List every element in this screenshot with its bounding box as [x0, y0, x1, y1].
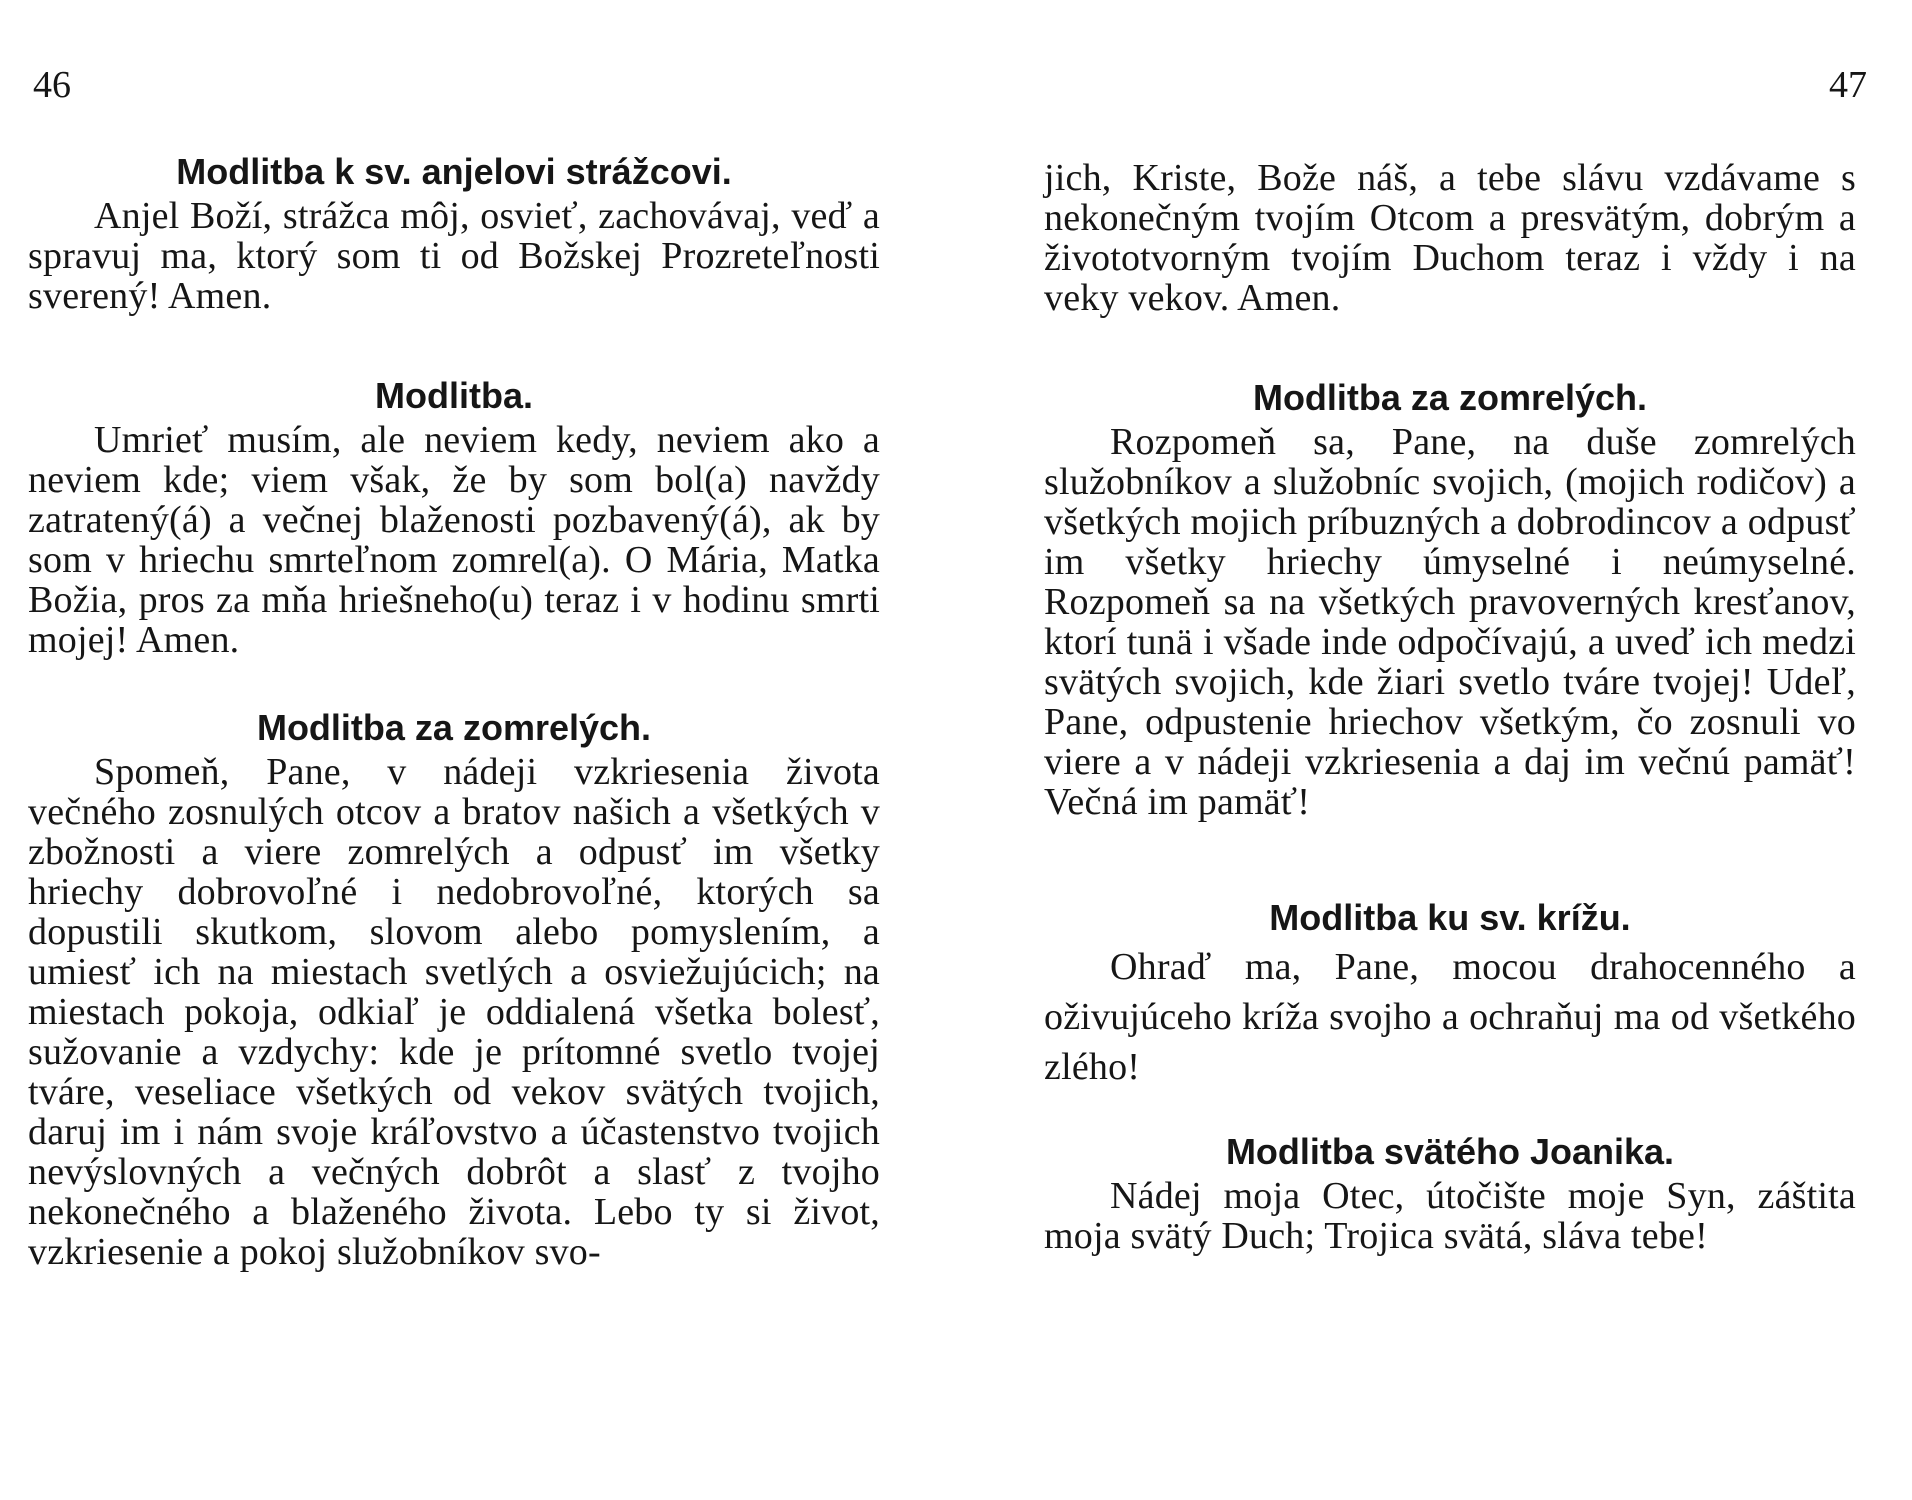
prayer-heading: Modlitba. [375, 375, 533, 416]
guardian-angel-prayer-heading: Modlitba k sv. anjelovi strážcovi. [176, 151, 732, 192]
saint-joanikios-prayer-text: Nádej moja Otec, útočište moje Syn, záštita moja svätý Duch; Trojica svätá, sláva tebe! [1044, 1175, 1856, 1257]
spacer [28, 316, 880, 372]
left-page-column [28, 148, 880, 1272]
page-number-right: 47 [1829, 64, 1867, 106]
holy-cross-prayer-heading: Modlitba ku sv. krížu. [1269, 897, 1631, 938]
saint-joanikios-prayer-heading: Modlitba svätého Joanika. [1225, 1131, 1675, 1172]
prayer-for-deceased-2-text: Rozpomeň sa, Pane, na duše zomrelých služobníkov a služobníc svojich, (mojich rodičov) a všetkých mojich príbuzných a dobrodincov a odpusť im všetky hriechy úmyselné i neúmyselné. Rozpomeň sa na všetkých pravoverných kresťanov, ktorí tunä i všade inde odpočívajú, a uveď ich medzi svätých svojich, kde žiari svetlo tváre tvojej! Udeľ, Pane, odpustenie hriechov všetkým, čo zosnuli vo viere a v nádeji vzkriesenia a daj im večnú pamäť! Večná im pamäť! [1044, 421, 1856, 823]
page-number-left: 46 [33, 64, 71, 106]
spacer [1044, 318, 1856, 374]
spacer [28, 660, 880, 704]
spacer [1044, 822, 1856, 894]
guardian-angel-prayer-text: Anjel Boží, strážca môj, osvieť, zachovávaj, veď a spravuj ma, ktorý som ti od Božskej Prozreteľnosti sverený! Amen. [28, 195, 880, 317]
spacer [1044, 1092, 1856, 1128]
prayer-for-deceased-text: Spomeň, Pane, v nádeji vzkriesenia života večného zosnulých otcov a bratov našich a všetkých v zbožnosti a viere zomrelých a odpusť im všetky hriechy dobrovoľné i nedobrovoľné, ktorých sa dopustili skutkom, slovom alebo pomyslením, a umiesť ich na miestach svetlých a osviežujúcich; na miestach pokoja, odkiaľ je oddialená všetka bolesť, sužovanie a vzdychy: kde je prítomné svetlo tvojej tváre, veseliace všetkých od vekov svätých tvojich, daruj im i nám svoje kráľovstvo a účastenstvo tvojich nevýslovných a večných dobrôt a slasť z tvojho nekonečného a blaženého života. Lebo ty si život, vzkriesenie a pokoj služobníkov svo- [28, 751, 880, 1273]
holy-cross-prayer-text: Ohraď ma, Pane, mocou drahocenného a oživujúceho kríža svojho a ochraňuj ma od všetkého zlého! [1044, 946, 1856, 1088]
prayer-for-deceased-heading: Modlitba za zomrelých. [256, 707, 652, 748]
prayer-for-deceased-2-heading: Modlitba za zomrelých. [1252, 377, 1648, 418]
continued-prayer-text: jich, Kriste, Bože náš, a tebe slávu vzdávame s nekonečným tvojím Otcom a presvätým, dobrým a živototvorným tvojím Duchom teraz i vždy i na veky vekov. Amen. [1044, 157, 1856, 319]
right-page-column [1044, 158, 1856, 1256]
prayer-text: Umrieť musím, ale neviem kedy, neviem ako a neviem kde; viem však, že by som bol(a) navždy zatratený(á) a večnej blaženosti pozbavený(á), ak by som v hriechu smrteľnom zomrel(a). O Mária, Matka Božia, pros za mňa hriešneho(u) teraz i v hodinu smrti mojej! Amen. [28, 419, 880, 661]
